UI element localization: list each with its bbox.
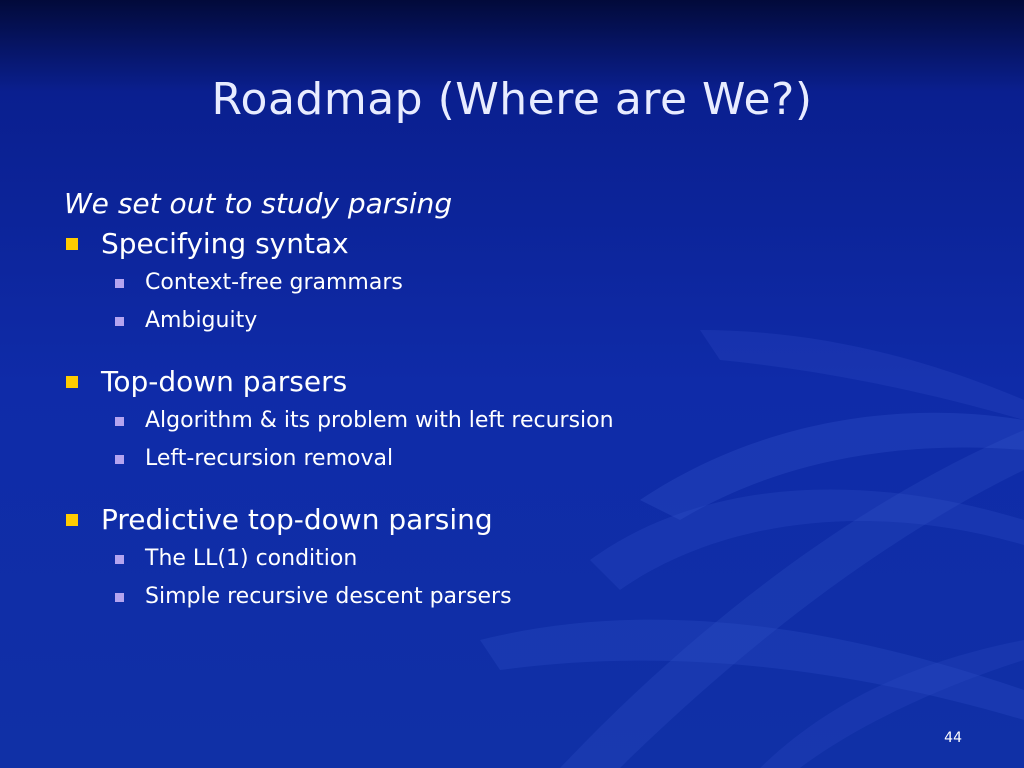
bullet-item-level2 [64, 264, 964, 302]
bullet-text: Ambiguity [145, 308, 258, 333]
bullet-text: Predictive top-down parsing [101, 503, 493, 536]
bullet-item-level2 [64, 440, 964, 478]
bullet-item-level1 [64, 224, 964, 264]
bullet-text: Specifying syntax [101, 227, 349, 260]
bullet-item-level2 [64, 540, 964, 578]
small-square-bullet-icon [115, 455, 124, 464]
bullet-item-level2 [64, 578, 964, 616]
section-specifying-syntax [64, 224, 964, 340]
bullet-text: Context-free grammars [145, 270, 403, 295]
bullet-item-level1 [64, 500, 964, 540]
small-square-bullet-icon [115, 279, 124, 288]
small-square-bullet-icon [115, 593, 124, 602]
bullet-text: The LL(1) condition [145, 546, 358, 571]
small-square-bullet-icon [115, 555, 124, 564]
page-number: 44 [944, 730, 962, 746]
square-bullet-icon [66, 376, 78, 388]
section-predictive-parsing [64, 500, 964, 616]
small-square-bullet-icon [115, 317, 124, 326]
small-square-bullet-icon [115, 417, 124, 426]
slide-content [64, 184, 964, 616]
square-bullet-icon [66, 238, 78, 250]
bullet-item-level2 [64, 402, 964, 440]
square-bullet-icon [66, 514, 78, 526]
bullet-item-level2 [64, 302, 964, 340]
bullet-text: Top-down parsers [101, 365, 348, 398]
section-top-down-parsers [64, 362, 964, 478]
bullet-item-level1 [64, 362, 964, 402]
bullet-text: Left-recursion removal [145, 446, 394, 471]
slide-title: Roadmap (Where are We?) [211, 74, 813, 125]
intro-line: We set out to study parsing [64, 187, 453, 220]
bullet-text: Algorithm & its problem with left recursion [145, 408, 614, 433]
bullet-text: Simple recursive descent parsers [145, 584, 512, 609]
